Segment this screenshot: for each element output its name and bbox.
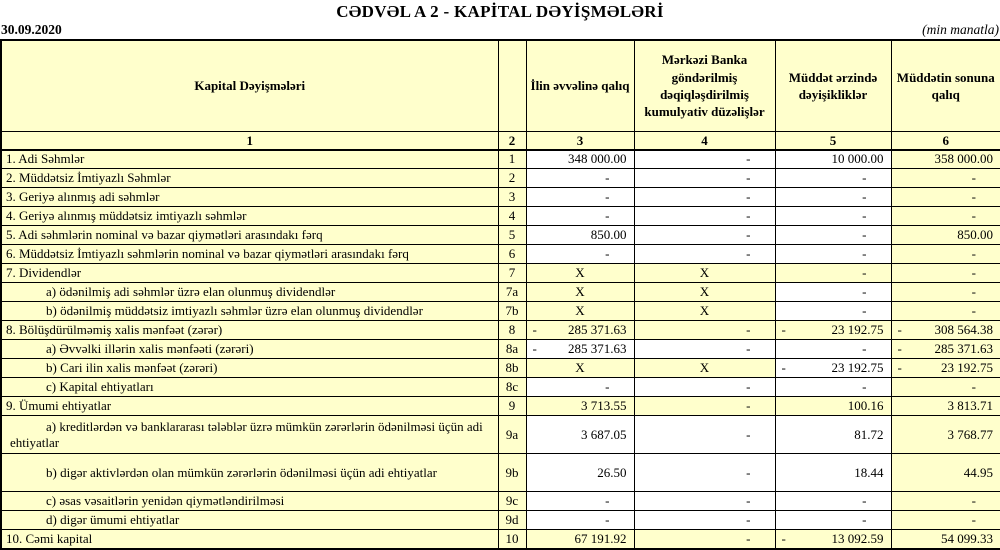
value-cell: - — [526, 378, 634, 397]
value-cell: - — [634, 226, 775, 245]
table-row — [1, 245, 1000, 264]
value-cell: - — [775, 511, 891, 530]
table-row — [1, 340, 1000, 359]
row-label: 2. Müddətsiz İmtiyazlı Səhmlər — [1, 169, 498, 188]
column-number: 2 — [498, 131, 526, 150]
unit-note: (min manatla) — [922, 22, 999, 37]
cell-value: 285 371.63 — [568, 341, 627, 357]
value-cell: - — [775, 378, 891, 397]
table-row — [1, 378, 1000, 397]
value-cell: - — [634, 492, 775, 511]
column-number: 4 — [634, 131, 775, 150]
cell-value: 23 192.75 — [831, 322, 884, 338]
value-cell — [775, 321, 891, 340]
row-label: 9. Ümumi ehtiyatlar — [1, 397, 498, 416]
value-cell: - — [891, 283, 1000, 302]
value-cell: 67 191.92 — [526, 530, 634, 549]
value-cell: - — [634, 207, 775, 226]
value-cell: - — [634, 169, 775, 188]
row-number: 8b — [498, 359, 526, 378]
value-cell: X — [526, 264, 634, 283]
negative-sign: - — [897, 322, 902, 338]
row-number: 9c — [498, 492, 526, 511]
negative-sign: - — [532, 322, 537, 338]
row-label: b) Cari ilin xalis mənfəət (zərəri) — [1, 359, 498, 378]
row-label: 5. Adi səhmlərin nominal və bazar qiymətləri arasındakı fərq — [1, 226, 498, 245]
row-label: a) kreditlərdən və banklararası tələblər üzrə mümkün zərərlərin ödənilməsi üçün adi ehtiyatlar — [1, 416, 498, 454]
value-cell: - — [526, 245, 634, 264]
row-number: 8 — [498, 321, 526, 340]
negative-sign: - — [781, 530, 786, 546]
value-cell: - — [775, 283, 891, 302]
value-cell: - — [775, 169, 891, 188]
negative-sign: - — [781, 360, 786, 376]
column-number: 5 — [775, 131, 891, 150]
value-cell: 54 099.33 — [891, 530, 1000, 549]
value-cell: - — [634, 416, 775, 454]
row-number: 6 — [498, 245, 526, 264]
row-number: 8a — [498, 340, 526, 359]
value-cell — [891, 321, 1000, 340]
value-cell: - — [775, 340, 891, 359]
value-cell: - — [775, 188, 891, 207]
value-cell — [526, 321, 634, 340]
cell-value: 23 192.75 — [831, 360, 884, 376]
table-row — [1, 530, 1000, 549]
table-row — [1, 416, 1000, 454]
value-cell: - — [891, 264, 1000, 283]
header-closing-balance: Müddətin sonuna qalıq — [891, 40, 1000, 131]
value-cell: 18.44 — [775, 454, 891, 492]
header-capital-changes: Kapital Dəyişmələri — [1, 40, 498, 131]
value-cell: - — [634, 188, 775, 207]
table-row — [1, 264, 1000, 283]
row-label: 3. Geriyə alınmış adi səhmlər — [1, 188, 498, 207]
value-cell: 10 000.00 — [775, 150, 891, 169]
value-cell: 850.00 — [526, 226, 634, 245]
value-cell: - — [891, 169, 1000, 188]
row-number: 10 — [498, 530, 526, 549]
cell-value: 13 092.59 — [831, 530, 884, 546]
row-label: 7. Dividendlər — [1, 264, 498, 283]
table-row — [1, 226, 1000, 245]
value-cell: 3 687.05 — [526, 416, 634, 454]
row-number: 5 — [498, 226, 526, 245]
value-cell: X — [526, 283, 634, 302]
value-cell: - — [634, 321, 775, 340]
table-row — [1, 359, 1000, 378]
row-number: 9b — [498, 454, 526, 492]
row-label: c) Kapital ehtiyatları — [1, 378, 498, 397]
row-label: b) digər aktivlərdən olan mümkün zərərlərin ödənilməsi üçün adi ehtiyatlar — [1, 454, 498, 492]
value-cell — [891, 359, 1000, 378]
row-label: 1. Adi Səhmlər — [1, 150, 498, 169]
value-cell: 26.50 — [526, 454, 634, 492]
value-cell: - — [526, 188, 634, 207]
value-cell: 81.72 — [775, 416, 891, 454]
row-label: 10. Cəmi kapital — [1, 530, 498, 549]
value-cell: - — [634, 397, 775, 416]
row-number: 8c — [498, 378, 526, 397]
column-number-row — [1, 131, 1000, 150]
value-cell: - — [775, 264, 891, 283]
value-cell: - — [891, 492, 1000, 511]
row-label: 8. Bölüşdürülməmiş xalis mənfəət (zərər) — [1, 321, 498, 340]
header-number-blank — [498, 40, 526, 131]
value-cell: 3 713.55 — [526, 397, 634, 416]
value-cell: X — [526, 302, 634, 321]
value-cell — [891, 340, 1000, 359]
value-cell: X — [526, 359, 634, 378]
row-number: 9 — [498, 397, 526, 416]
row-label: a) ödənilmiş adi səhmlər üzrə elan olunmuş dividendlər — [1, 283, 498, 302]
value-cell: - — [526, 511, 634, 530]
row-label: b) ödənilmiş müddətsiz imtiyazlı səhmlər üzrə elan olunmuş dividendlər — [1, 302, 498, 321]
value-cell: - — [775, 492, 891, 511]
table-row — [1, 188, 1000, 207]
value-cell — [775, 530, 891, 549]
report-date: 30.09.2020 — [1, 22, 62, 37]
value-cell: X — [634, 359, 775, 378]
value-cell: 44.95 — [891, 454, 1000, 492]
table-row — [1, 397, 1000, 416]
value-cell: 3 768.77 — [891, 416, 1000, 454]
row-number: 7 — [498, 264, 526, 283]
table-body — [1, 150, 1000, 549]
row-number: 7b — [498, 302, 526, 321]
table-header-row — [1, 40, 1000, 131]
meta-row — [0, 21, 1000, 39]
row-number: 3 — [498, 188, 526, 207]
negative-sign: - — [532, 341, 537, 357]
value-cell: - — [634, 245, 775, 264]
value-cell: 358 000.00 — [891, 150, 1000, 169]
table-row — [1, 321, 1000, 340]
value-cell: - — [891, 188, 1000, 207]
value-cell: - — [891, 302, 1000, 321]
table-row — [1, 150, 1000, 169]
value-cell: X — [634, 302, 775, 321]
row-label: 4. Geriyə alınmış müddətsiz imtiyazlı səhmlər — [1, 207, 498, 226]
value-cell: - — [634, 378, 775, 397]
value-cell: - — [775, 302, 891, 321]
row-number: 4 — [498, 207, 526, 226]
value-cell: - — [526, 207, 634, 226]
row-label: c) əsas vəsaitlərin yenidən qiymətləndirilməsi — [1, 492, 498, 511]
value-cell: - — [634, 340, 775, 359]
header-period-changes: Müddət ərzində dəyişikliklər — [775, 40, 891, 131]
report-title: CƏDVƏL A 2 - KAPİTAL DƏYİŞMƏLƏRİ — [336, 2, 664, 21]
cell-value: 285 371.63 — [568, 322, 627, 338]
row-number: 9d — [498, 511, 526, 530]
header-cumulative-adjustments: Mərkəzi Banka göndərilmiş dəqiqləşdirilmiş kumulyativ düzəlişlər — [634, 40, 775, 131]
table-row — [1, 283, 1000, 302]
table-row — [1, 492, 1000, 511]
value-cell: - — [775, 226, 891, 245]
row-number: 7a — [498, 283, 526, 302]
column-number: 1 — [1, 131, 498, 150]
cell-value: 308 564.38 — [934, 322, 993, 338]
value-cell: X — [634, 283, 775, 302]
capital-changes-table — [0, 39, 1000, 550]
value-cell: 3 813.71 — [891, 397, 1000, 416]
column-number: 3 — [526, 131, 634, 150]
row-label: a) Əvvəlki illərin xalis mənfəəti (zərəri) — [1, 340, 498, 359]
value-cell: 100.16 — [775, 397, 891, 416]
table-row — [1, 302, 1000, 321]
table-row — [1, 511, 1000, 530]
value-cell: - — [891, 378, 1000, 397]
negative-sign: - — [897, 360, 902, 376]
row-number: 1 — [498, 150, 526, 169]
value-cell: - — [634, 530, 775, 549]
header-opening-balance: İlin əvvəlinə qalıq — [526, 40, 634, 131]
value-cell: - — [634, 511, 775, 530]
value-cell: X — [634, 264, 775, 283]
value-cell: - — [775, 245, 891, 264]
row-number: 2 — [498, 169, 526, 188]
value-cell: 850.00 — [891, 226, 1000, 245]
value-cell: 348 000.00 — [526, 150, 634, 169]
value-cell — [526, 340, 634, 359]
value-cell: - — [891, 511, 1000, 530]
negative-sign: - — [781, 322, 786, 338]
value-cell: - — [891, 245, 1000, 264]
column-number: 6 — [891, 131, 1000, 150]
value-cell: - — [775, 207, 891, 226]
row-number: 9a — [498, 416, 526, 454]
negative-sign: - — [897, 341, 902, 357]
cell-value: 23 192.75 — [941, 360, 993, 376]
row-label: 6. Müddətsiz İmtiyazlı səhmlərin nominal və bazar qiymətləri arasındakı fərq — [1, 245, 498, 264]
value-cell: - — [526, 169, 634, 188]
table-row — [1, 169, 1000, 188]
value-cell — [775, 359, 891, 378]
value-cell: - — [526, 492, 634, 511]
value-cell: - — [634, 454, 775, 492]
table-row — [1, 207, 1000, 226]
cell-value: 285 371.63 — [934, 341, 993, 357]
value-cell: - — [634, 150, 775, 169]
row-label: d) digər ümumi ehtiyatlar — [1, 511, 498, 530]
table-row — [1, 454, 1000, 492]
value-cell: - — [891, 207, 1000, 226]
